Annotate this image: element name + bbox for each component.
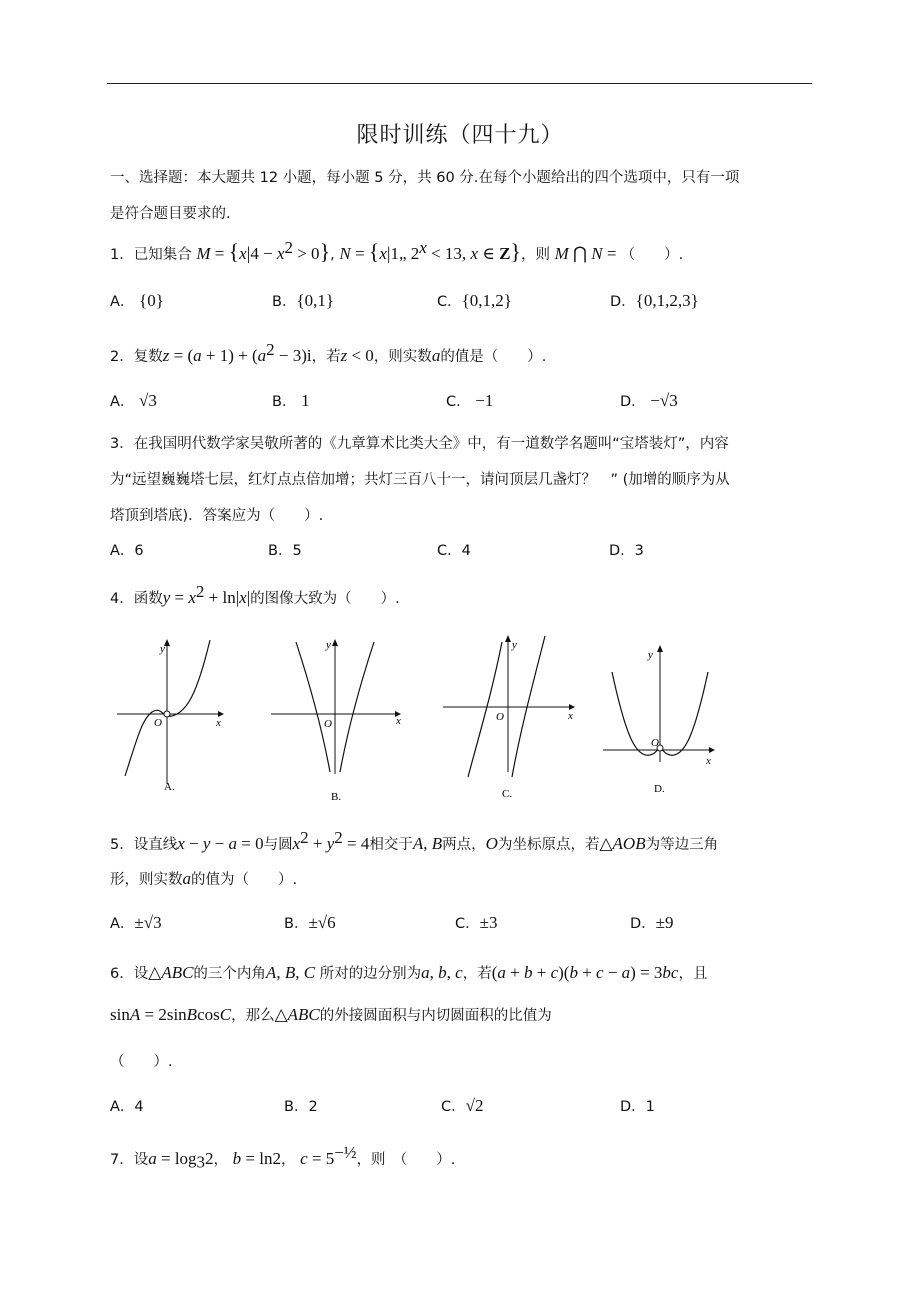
q1-option-d[interactable]: D．{0,1,2,3}: [610, 291, 699, 310]
graph-a[interactable]: [112, 634, 232, 794]
graph-a-x-label: x: [216, 717, 221, 729]
page-title: 限时训练（四十九）: [356, 123, 564, 148]
graph-b[interactable]: [268, 634, 408, 806]
question-5-line-1: 5．设直线x − y − a = 0与圆$x^2 + y^2 = 4$相交于A, B两点，O为坐标原点，若△AOB为等边三角: [110, 828, 719, 853]
graph-c-origin: O: [496, 711, 504, 723]
q2-option-d[interactable]: D． −√3: [620, 391, 678, 410]
question-6-line-2: sinA = 2sinBcosC，那么△ABC的外接圆面积与内切圆面积的比值为: [110, 1005, 552, 1024]
graph-c-y-label: y: [512, 639, 517, 651]
question-3-line-2: 为“远望巍巍塔七层，红灯点点倍加增；共灯三百八十一，请问顶层几盏灯？ ” (加增的顺序为从: [110, 472, 730, 488]
graph-a-origin: O: [154, 717, 162, 729]
q1-option-c[interactable]: C．{0,1,2}: [437, 291, 512, 310]
q6-option-d[interactable]: D．1: [620, 1099, 655, 1115]
q5-option-b[interactable]: B．±√6: [284, 913, 336, 932]
q5-option-d[interactable]: D．±9: [630, 913, 674, 932]
q1-option-a[interactable]: A． {0}: [110, 291, 164, 310]
q3-option-a[interactable]: A．6: [110, 543, 144, 559]
graph-d-x-label: x: [706, 755, 711, 767]
graph-b-label: B.: [331, 791, 342, 803]
q3-option-d[interactable]: D．3: [609, 543, 644, 559]
intro-line-1: 一、选择题：本大题共 12 小题，每小题 5 分，共 60 分.在每个小题给出的四个选项中，只有一项: [110, 170, 740, 186]
graph-c-x-label: x: [568, 710, 573, 722]
q2-option-c[interactable]: C． −1: [446, 391, 494, 410]
question-1: 1．已知集合 $M = \{x|4 - x^2 > 0\}$, N = {x|1„ $2^x < 13$, x ∈ Z}，则 M ⋂ N = （ ）.: [110, 238, 684, 264]
graph-d-label: D.: [654, 783, 665, 795]
graph-c-label: C.: [502, 788, 513, 800]
q2-option-b[interactable]: B． 1: [272, 391, 310, 410]
question-6-line-1: 6．设△ABC的三个内角A, B, C 所对的边分别为a, b, c，若(a + b + c)(b + c − a) = 3bc，且: [110, 963, 708, 982]
graph-a-y-label: y: [160, 643, 165, 655]
graph-b-y-label: y: [326, 639, 331, 651]
q3-option-b[interactable]: B．5: [268, 543, 302, 559]
question-5-line-2: 形，则实数a的值为（ ）.: [110, 869, 298, 888]
question-3-line-3: 塔顶到塔底)．答案应为（ ）.: [110, 508, 324, 524]
graph-a-label: A.: [164, 781, 175, 793]
graph-d[interactable]: [600, 642, 725, 797]
intro-line-2: 是符合题目要求的.: [110, 206, 231, 222]
question-3-line-1: 3．在我国明代数学家吴敬所著的《九章算术比类大全》中，有一道数学名题叫“宝塔装灯”，内容: [110, 436, 729, 452]
q6-option-c[interactable]: C．√2: [441, 1096, 484, 1115]
graph-c[interactable]: [440, 632, 585, 802]
graph-d-origin: O: [651, 737, 659, 749]
q6-option-b[interactable]: B．2: [284, 1099, 318, 1115]
q6-option-a[interactable]: A．4: [110, 1099, 144, 1115]
question-7: 7．设$a = \log_32$， b = ln2， $c = 5^{-\frac{1}{2}}$，则 （ ）.: [110, 1143, 456, 1172]
graph-d-y-label: y: [648, 649, 653, 661]
q5-option-a[interactable]: A．±√3: [110, 913, 162, 932]
question-6-line-3: （ ）.: [110, 1054, 173, 1070]
q2-option-a[interactable]: A． √3: [110, 391, 157, 410]
top-rule: [107, 83, 812, 84]
q1-option-b[interactable]: B．{0,1}: [272, 291, 335, 310]
question-2: 2．复数$z = (a + 1) + (a^2 - 3)i$，若z < 0，则实数a的值是（ ）.: [110, 340, 547, 365]
q5-option-c[interactable]: C．±3: [455, 913, 498, 932]
question-4: 4．函数$y = x^2 + \ln|x|$的图像大致为（ ）.: [110, 582, 400, 607]
q3-option-c[interactable]: C．4: [437, 543, 471, 559]
graph-b-x-label: x: [396, 715, 401, 727]
graph-b-origin: O: [324, 718, 332, 730]
